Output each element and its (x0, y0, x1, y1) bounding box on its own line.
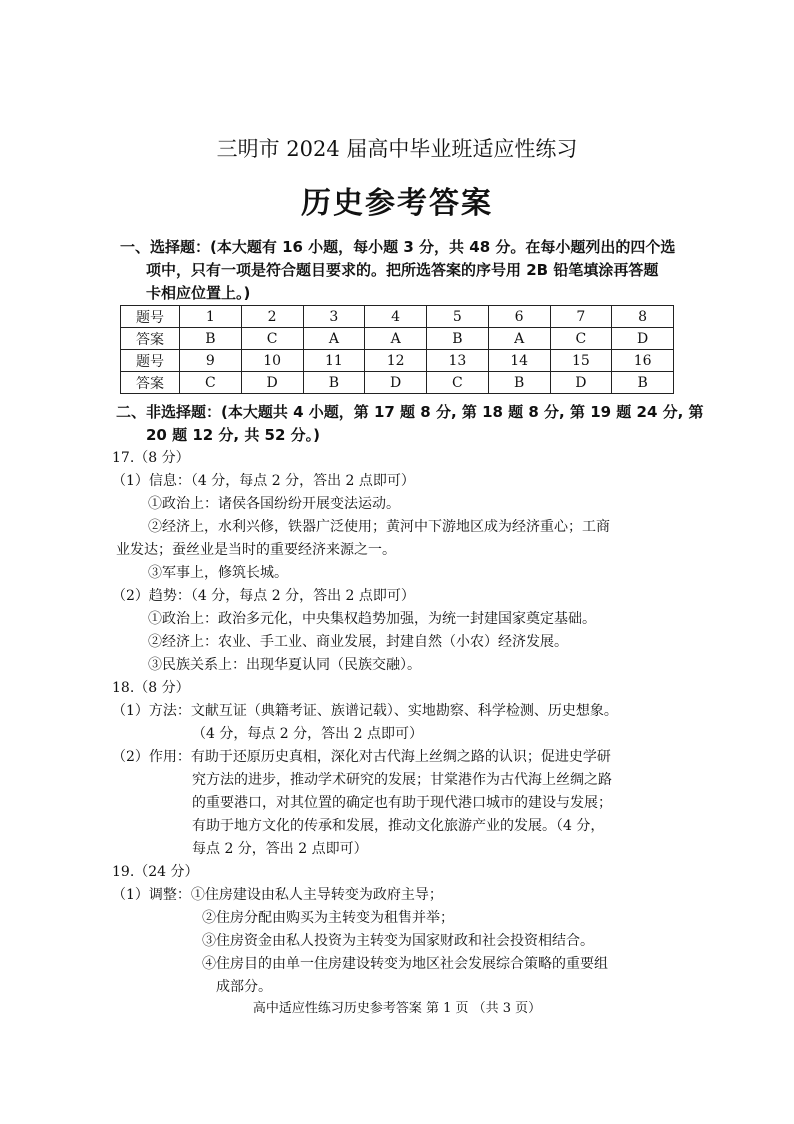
answer-table (120, 305, 674, 394)
table-cell: 6 (488, 306, 550, 328)
table-cell: B (488, 372, 550, 394)
table-cell: 4 (365, 306, 427, 328)
q18-part2-line: （2）作用：有助于还原历史真相，深化对古代海上丝绸之路的认识；促进史学研 (112, 749, 611, 765)
q19-part1-line: （1）调整：①住房建设由私人主导转变为政府主导； (112, 887, 443, 903)
table-cell: A (488, 328, 550, 350)
table-cell: B (180, 328, 242, 350)
table-cell: 10 (241, 350, 303, 372)
table-cell: 1 (180, 306, 242, 328)
num-label: 题号 (121, 306, 180, 328)
q17-heading: 17.（8 分） (112, 450, 190, 466)
exam-title: 三明市 2024 届高中毕业班适应性练习 (216, 137, 578, 161)
table-cell: 13 (427, 350, 489, 372)
num-label: 题号 (121, 350, 180, 372)
table-cell: D (612, 328, 674, 350)
q17-part2-label: （2）趋势：（4 分，每点 2 分，答出 2 点即可） (112, 588, 415, 604)
q18-part2-line: 的重要港口，对其位置的确定也有助于现代港口城市的建设与发展； (192, 795, 612, 811)
q19-part1-line: ②住房分配由购买为主转变为租售并举； (202, 910, 454, 926)
table-cell: C (550, 328, 612, 350)
table-cell: A (303, 328, 365, 350)
table-row (121, 350, 674, 372)
q18-part2-line: 有助于地方文化的传承和发展，推动文化旅游产业的发展。（4 分， (192, 818, 605, 834)
page-footer: 高中适应性练习历史参考答案 第 1 页 （共 3 页） (252, 1001, 542, 1016)
table-cell: B (612, 372, 674, 394)
q17-part2-item: ②经济上：农业、手工业、商业发展，封建自然（小农）经济发展。 (148, 634, 568, 650)
section2-line1: 二、非选择题：(本大题共 4 小题，第 17 题 8 分, 第 18 题 8 分, 第 19 题 24 分, 第 (116, 403, 704, 421)
table-cell: 12 (365, 350, 427, 372)
section1-line2: 项中，只有一项是符合题目要求的。把所选答案的序号用 2B 铅笔填涂再答题 (146, 261, 659, 279)
section1-line1: 一、选择题：(本大题有 16 小题，每小题 3 分，共 48 分。在每小题列出的四个选 (120, 238, 676, 256)
table-cell: C (241, 328, 303, 350)
q17-part1-label: （1）信息：（4 分，每点 2 分，答出 2 点即可） (112, 473, 415, 489)
section1-line3: 卡相应位置上。) (146, 284, 251, 302)
table-cell: C (427, 372, 489, 394)
table-row (121, 372, 674, 394)
q18-part2-line: 究方法的进步，推动学术研究的发展；甘棠港作为古代海上丝绸之路 (192, 772, 612, 788)
table-cell: 3 (303, 306, 365, 328)
table-row (121, 328, 674, 350)
q17-part2-item: ③民族关系上：出现华夏认同（民族交融）。 (148, 657, 421, 673)
table-cell: D (365, 372, 427, 394)
q17-part1-item: 业发达；蚕丝业是当时的重要经济来源之一。 (116, 542, 396, 558)
q18-part1-line: （4 分，每点 2 分，答出 2 点即可） (192, 726, 423, 742)
table-cell: C (180, 372, 242, 394)
table-cell: 2 (241, 306, 303, 328)
table-cell: A (365, 328, 427, 350)
table-cell: D (550, 372, 612, 394)
page-title: 历史参考答案 (301, 186, 493, 221)
q18-heading: 18.（8 分） (112, 680, 190, 696)
q17-part1-item: ②经济上，水利兴修，铁器广泛使用；黄河中下游地区成为经济重心；工商 (148, 519, 610, 535)
table-cell: 8 (612, 306, 674, 328)
table-cell: 5 (427, 306, 489, 328)
q18-part2-line: 每点 2 分，答出 2 点即可） (192, 841, 368, 857)
table-cell: 16 (612, 350, 674, 372)
ans-label: 答案 (121, 372, 180, 394)
ans-label: 答案 (121, 328, 180, 350)
q18-part1-line: （1）方法：文献互证（典籍考证、族谱记载）、实地勘察、科学检测、历史想象。 (112, 703, 618, 719)
table-cell: B (427, 328, 489, 350)
table-cell: 15 (550, 350, 612, 372)
table-cell: 14 (488, 350, 550, 372)
q19-part1-line: ④住房目的由单一住房建设转变为地区社会发展综合策略的重要组 (202, 956, 608, 972)
section2-line2: 20 题 12 分, 共 52 分。) (146, 426, 321, 444)
q19-heading: 19.（24 分） (112, 864, 199, 880)
q19-part1-line: 成部分。 (216, 979, 272, 995)
table-row (121, 306, 674, 328)
q17-part2-item: ①政治上：政治多元化，中央集权趋势加强，为统一封建国家奠定基础。 (148, 611, 596, 627)
q19-part1-line: ③住房资金由私人投资为主转变为国家财政和社会投资相结合。 (202, 933, 594, 949)
table-cell: 11 (303, 350, 365, 372)
q17-part1-item: ①政治上：诸侯各国纷纷开展变法运动。 (148, 496, 400, 512)
table-cell: B (303, 372, 365, 394)
table-cell: D (241, 372, 303, 394)
table-cell: 7 (550, 306, 612, 328)
q17-part1-item: ③军事上，修筑长城。 (148, 565, 288, 581)
table-cell: 9 (180, 350, 242, 372)
